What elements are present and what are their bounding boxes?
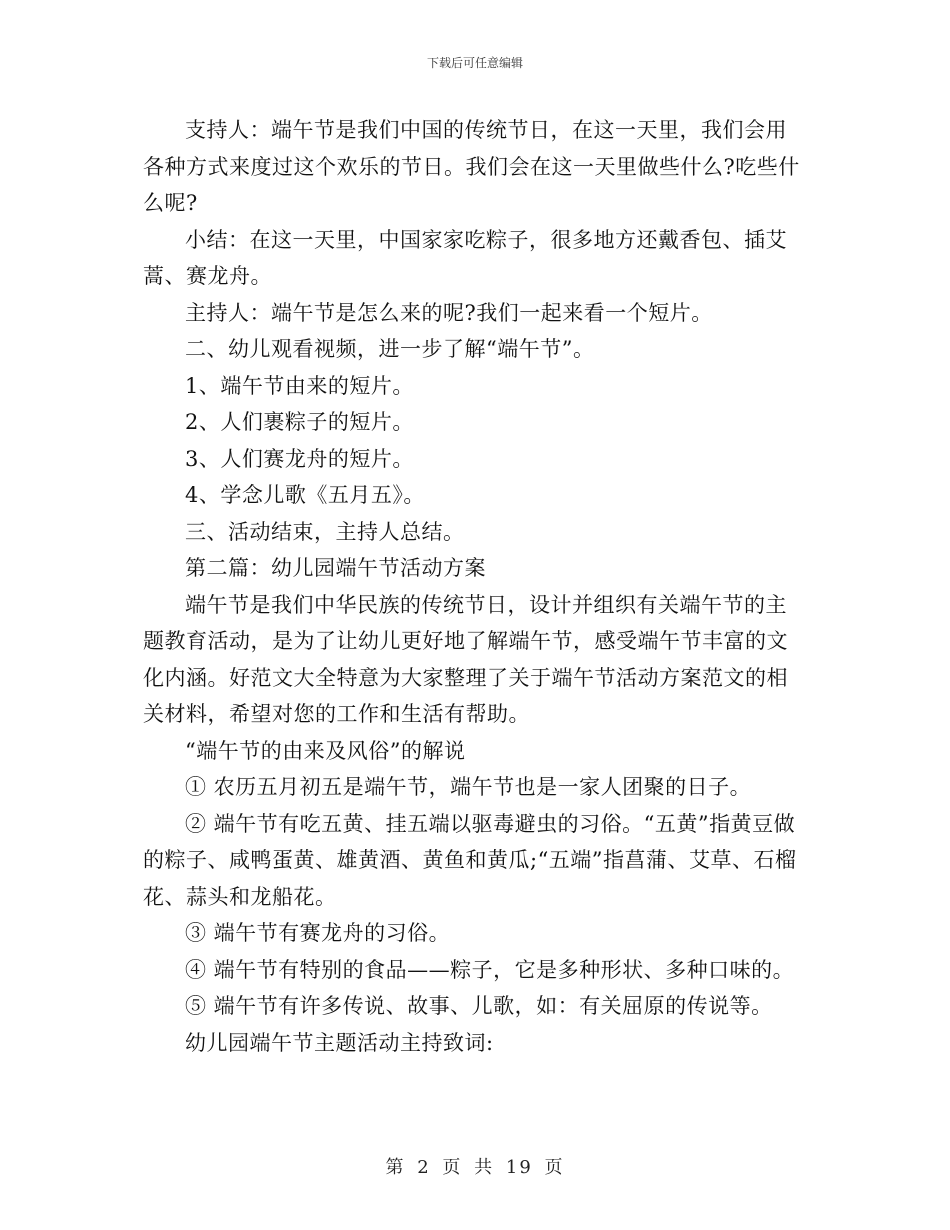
- section-heading: 第二篇：幼儿园端午节活动方案: [185, 556, 486, 580]
- footer-current-page: 2: [417, 1157, 431, 1178]
- footer-total-word: 共: [474, 1157, 495, 1178]
- paragraph: 小结：在这一天里，中国家家吃粽子，很多地方还戴香包、插艾蒿、赛龙舟。: [143, 227, 787, 288]
- paragraph: 2、人们裹粽子的短片。: [185, 410, 414, 434]
- list-item: ④ 端午节有特别的食品——粽子，它是多种形状、多种口味的。: [185, 957, 795, 982]
- subheading: “端午节的由来及风俗”的解说: [185, 738, 466, 763]
- list-item: ③ 端午节有赛龙舟的习俗。: [185, 921, 451, 945]
- page-header-note: 下载后可任意编辑: [426, 56, 523, 70]
- list-item: ① 农历五月初五是端午节，端午节也是一家人团聚的日子。: [185, 775, 752, 799]
- footer-total-pages: 19: [505, 1157, 533, 1178]
- paragraph: 4、学念儿歌《五月五》。: [185, 483, 425, 507]
- footer-prefix: 第: [385, 1157, 406, 1178]
- list-item: ② 端午节有吃五黄、挂五端以驱毒避虫的习俗。“五黄”指黄豆做的粽子、咸鸭蛋黄、雄黄酒、黄鱼和黄瓜;“五端”指菖蒲、艾草、石榴花、蒜头和龙船花。: [143, 811, 797, 909]
- paragraph: 三、活动结束，主持人总结。: [185, 519, 465, 544]
- paragraph: 3、人们赛龙舟的短片。: [185, 446, 414, 471]
- document-body: [143, 112, 807, 1061]
- paragraph: 主持人：端午节是怎么来的呢?我们一起来看一个短片。: [185, 300, 713, 325]
- page-footer: [0, 1153, 950, 1179]
- paragraph: 二、幼儿观看视频，进一步了解“端午节”。: [185, 337, 595, 361]
- footer-suffix: 页: [544, 1157, 565, 1178]
- list-item: ⑤ 端午节有许多传说、故事、儿歌，如：有关屈原的传说等。: [185, 994, 773, 1018]
- paragraph: 幼儿园端午节主题活动主持致词:: [185, 1030, 494, 1055]
- footer-page-word: 页: [442, 1157, 463, 1178]
- paragraph: 端午节是我们中华民族的传统节日，设计并组织有关端午节的主题教育活动，是为了让幼儿更好地了解端午节，感受端午节丰富的文化内涵。好范文大全特意为大家整理了关于端午节活动方案范文的相关材料，希望对您的工作和生活有帮助。: [143, 592, 788, 726]
- paragraph: 1、端午节由来的短片。: [185, 373, 414, 398]
- paragraph: 支持人：端午节是我们中国的传统节日，在这一天里，我们会用各种方式来度过这个欢乐的节日。我们会在这一天里做些什么?吃些什么呢?: [143, 118, 800, 215]
